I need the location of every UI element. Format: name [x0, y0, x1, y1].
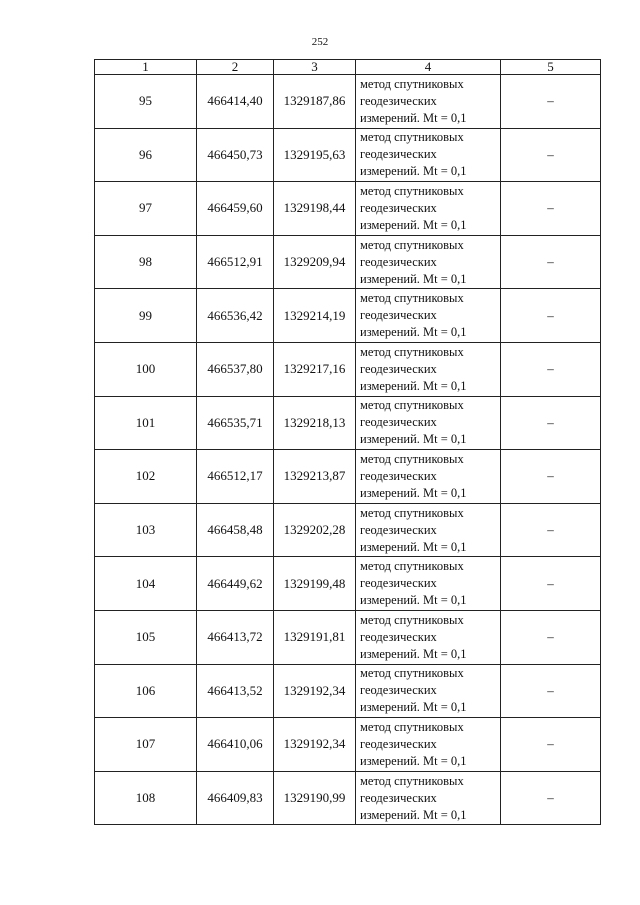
coordinate-x-cell: 466413,52	[197, 664, 274, 718]
method-cell	[356, 128, 501, 182]
note-cell: –	[501, 289, 601, 343]
note-cell: –	[501, 342, 601, 396]
coordinate-y-cell: 1329192,34	[274, 664, 356, 718]
table-row	[95, 610, 601, 664]
coordinate-x-cell: 466535,71	[197, 396, 274, 450]
method-line: измерений. Mt = 0,1	[360, 164, 467, 179]
method-line: метод спутниковых	[360, 344, 464, 359]
coordinates-table	[94, 59, 601, 825]
method-cell	[356, 664, 501, 718]
method-line: геодезических	[360, 254, 437, 269]
method-line: метод спутниковых	[360, 612, 464, 627]
point-number-cell: 96	[95, 128, 197, 182]
method-line: измерений. Mt = 0,1	[360, 325, 467, 340]
method-line: геодезических	[360, 790, 437, 805]
point-number-cell: 107	[95, 718, 197, 772]
point-number-cell: 104	[95, 557, 197, 611]
method-line: геодезических	[360, 361, 437, 376]
method-line: метод спутниковых	[360, 666, 464, 681]
point-number-cell: 102	[95, 450, 197, 504]
point-number-cell: 98	[95, 235, 197, 289]
coordinate-y-cell: 1329218,13	[274, 396, 356, 450]
method-line: метод спутниковых	[360, 130, 464, 145]
method-cell	[356, 182, 501, 236]
coordinate-x-cell: 466450,73	[197, 128, 274, 182]
coordinate-x-cell: 466536,42	[197, 289, 274, 343]
method-line: метод спутниковых	[360, 76, 464, 91]
coordinate-x-cell: 466512,91	[197, 235, 274, 289]
note-cell: –	[501, 75, 601, 129]
method-line: измерений. Mt = 0,1	[360, 432, 467, 447]
table-body	[95, 75, 601, 825]
method-cell	[356, 718, 501, 772]
method-line: измерений. Mt = 0,1	[360, 700, 467, 715]
method-line: метод спутниковых	[360, 183, 464, 198]
method-line: измерений. Mt = 0,1	[360, 593, 467, 608]
header-col-4: 4	[356, 60, 501, 75]
coordinate-y-cell: 1329209,94	[274, 235, 356, 289]
point-number-cell: 101	[95, 396, 197, 450]
header-col-2: 2	[197, 60, 274, 75]
method-line: геодезических	[360, 468, 437, 483]
coordinate-x-cell: 466449,62	[197, 557, 274, 611]
method-line: измерений. Mt = 0,1	[360, 646, 467, 661]
coordinate-y-cell: 1329195,63	[274, 128, 356, 182]
point-number-cell: 100	[95, 342, 197, 396]
note-cell: –	[501, 450, 601, 504]
coordinate-y-cell: 1329191,81	[274, 610, 356, 664]
method-cell	[356, 289, 501, 343]
table-row	[95, 396, 601, 450]
coordinate-y-cell: 1329190,99	[274, 771, 356, 825]
method-line: метод спутниковых	[360, 559, 464, 574]
note-cell: –	[501, 557, 601, 611]
coordinate-y-cell: 1329192,34	[274, 718, 356, 772]
note-cell: –	[501, 128, 601, 182]
table-row	[95, 182, 601, 236]
method-line: метод спутниковых	[360, 237, 464, 252]
table-row	[95, 289, 601, 343]
table-row	[95, 342, 601, 396]
header-col-1: 1	[95, 60, 197, 75]
note-cell: –	[501, 503, 601, 557]
note-cell: –	[501, 610, 601, 664]
method-cell	[356, 771, 501, 825]
method-line: геодезических	[360, 200, 437, 215]
note-cell: –	[501, 396, 601, 450]
method-line: геодезических	[360, 308, 437, 323]
coordinate-x-cell: 466459,60	[197, 182, 274, 236]
coordinate-x-cell: 466410,06	[197, 718, 274, 772]
method-line: геодезических	[360, 683, 437, 698]
method-line: геодезических	[360, 576, 437, 591]
method-line: измерений. Mt = 0,1	[360, 110, 467, 125]
note-cell: –	[501, 182, 601, 236]
page-number: 252	[311, 36, 329, 48]
method-line: измерений. Mt = 0,1	[360, 378, 467, 393]
method-line: метод спутниковых	[360, 719, 464, 734]
table-row	[95, 718, 601, 772]
method-cell	[356, 75, 501, 129]
method-line: измерений. Mt = 0,1	[360, 217, 467, 232]
method-cell	[356, 503, 501, 557]
coordinate-x-cell: 466414,40	[197, 75, 274, 129]
coordinate-x-cell: 466512,17	[197, 450, 274, 504]
table-header-row	[95, 60, 601, 75]
table-row	[95, 75, 601, 129]
method-line: измерений. Mt = 0,1	[360, 807, 467, 822]
note-cell: –	[501, 771, 601, 825]
coordinate-x-cell: 466409,83	[197, 771, 274, 825]
point-number-cell: 108	[95, 771, 197, 825]
method-line: измерений. Mt = 0,1	[360, 271, 467, 286]
note-cell: –	[501, 664, 601, 718]
method-line: метод спутниковых	[360, 451, 464, 466]
point-number-cell: 95	[95, 75, 197, 129]
point-number-cell: 106	[95, 664, 197, 718]
method-cell	[356, 557, 501, 611]
method-line: геодезических	[360, 629, 437, 644]
table-row	[95, 128, 601, 182]
table-row	[95, 450, 601, 504]
coordinate-y-cell: 1329213,87	[274, 450, 356, 504]
method-line: геодезических	[360, 522, 437, 537]
coordinate-y-cell: 1329202,28	[274, 503, 356, 557]
method-cell	[356, 396, 501, 450]
method-line: геодезических	[360, 415, 437, 430]
method-line: метод спутниковых	[360, 773, 464, 788]
coordinate-y-cell: 1329199,48	[274, 557, 356, 611]
coordinate-y-cell: 1329198,44	[274, 182, 356, 236]
header-col-5: 5	[501, 60, 601, 75]
method-cell	[356, 342, 501, 396]
method-line: метод спутниковых	[360, 505, 464, 520]
point-number-cell: 99	[95, 289, 197, 343]
table-row	[95, 235, 601, 289]
method-line: измерений. Mt = 0,1	[360, 485, 467, 500]
method-line: геодезических	[360, 147, 437, 162]
table-row	[95, 557, 601, 611]
method-cell	[356, 450, 501, 504]
note-cell: –	[501, 235, 601, 289]
header-col-3: 3	[274, 60, 356, 75]
table-row	[95, 503, 601, 557]
coordinate-x-cell: 466413,72	[197, 610, 274, 664]
method-line: геодезических	[360, 736, 437, 751]
coordinate-y-cell: 1329217,16	[274, 342, 356, 396]
coordinate-y-cell: 1329187,86	[274, 75, 356, 129]
point-number-cell: 97	[95, 182, 197, 236]
coordinate-x-cell: 466458,48	[197, 503, 274, 557]
point-number-cell: 105	[95, 610, 197, 664]
table-row	[95, 771, 601, 825]
method-cell	[356, 235, 501, 289]
point-number-cell: 103	[95, 503, 197, 557]
method-line: измерений. Mt = 0,1	[360, 539, 467, 554]
method-line: измерений. Mt = 0,1	[360, 753, 467, 768]
method-line: геодезических	[360, 93, 437, 108]
method-line: метод спутниковых	[360, 398, 464, 413]
note-cell: –	[501, 718, 601, 772]
method-line: метод спутниковых	[360, 291, 464, 306]
coordinate-y-cell: 1329214,19	[274, 289, 356, 343]
table-row	[95, 664, 601, 718]
method-cell	[356, 610, 501, 664]
coordinate-x-cell: 466537,80	[197, 342, 274, 396]
